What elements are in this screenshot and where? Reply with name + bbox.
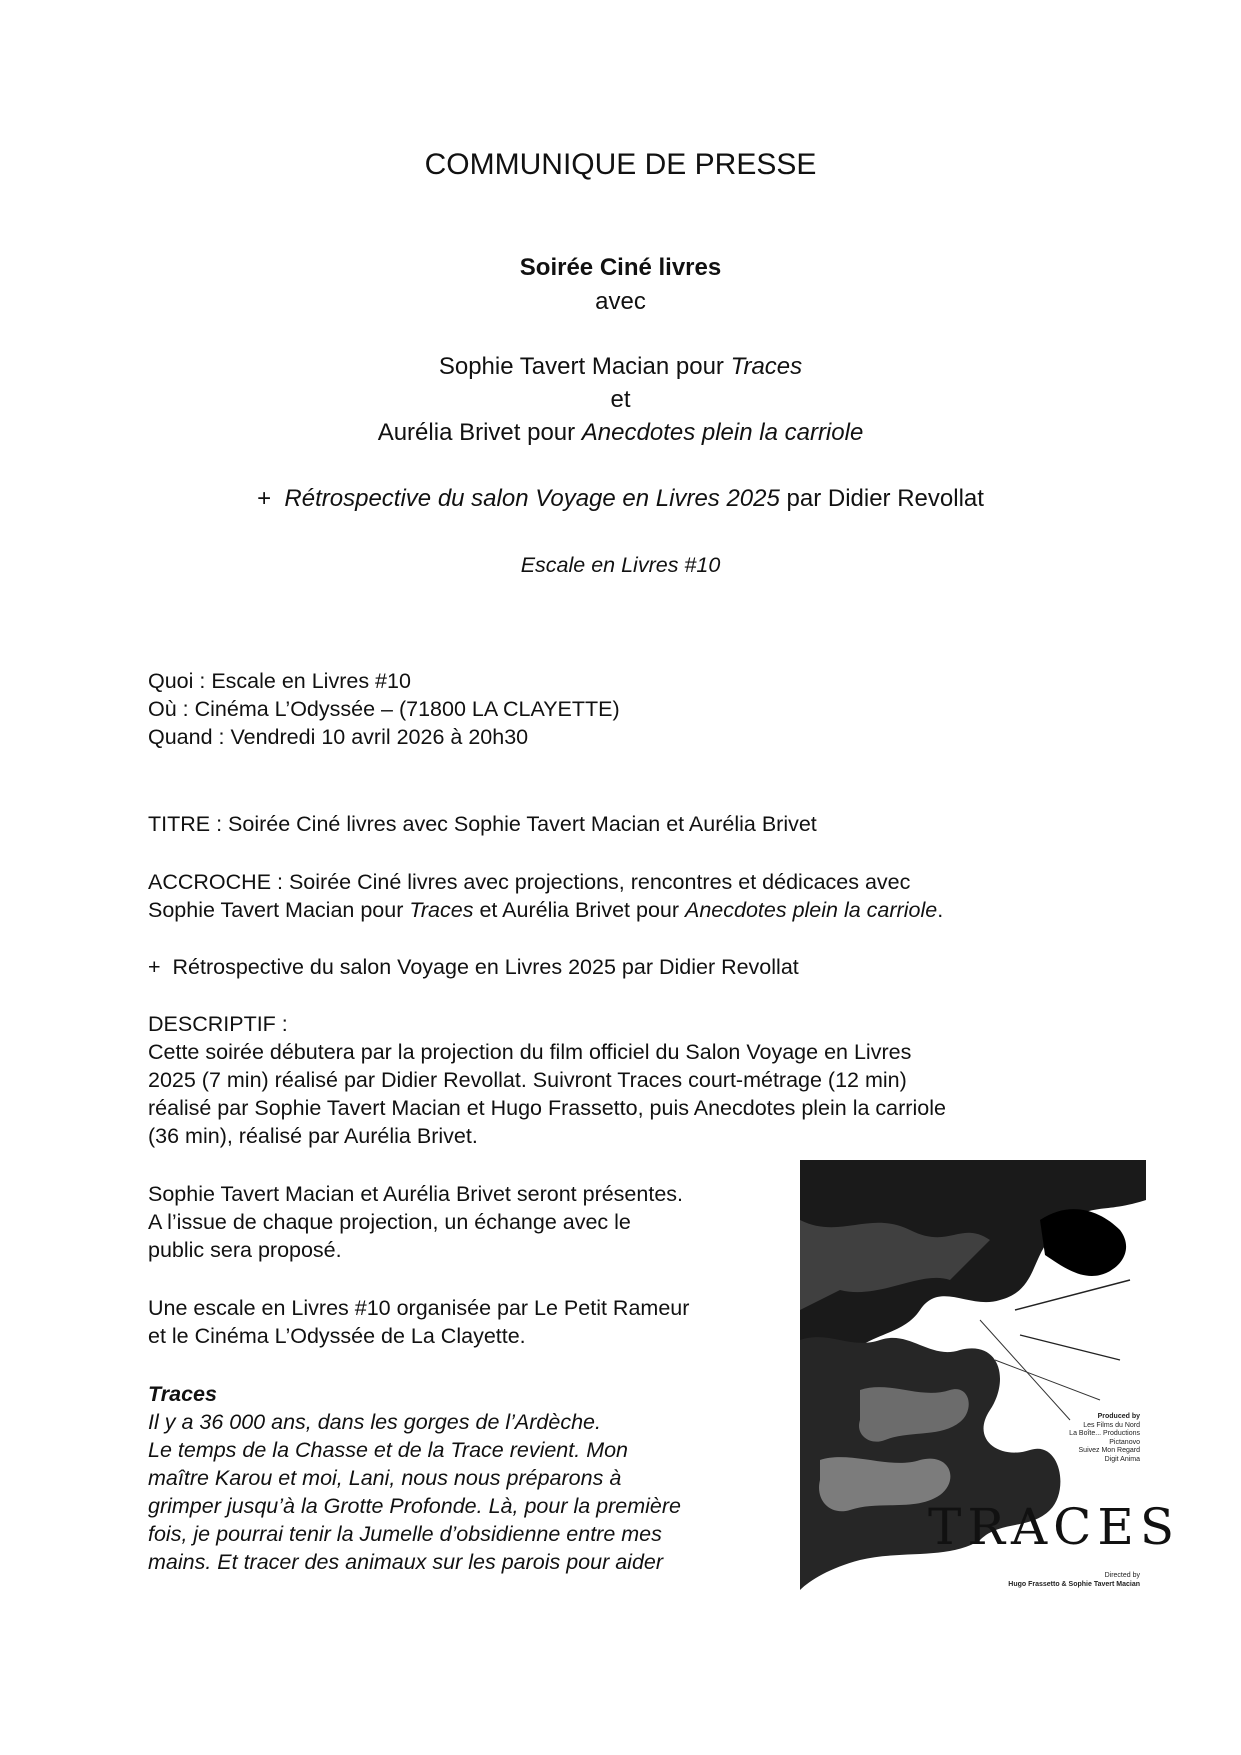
retrospective-heading: + Rétrospective du salon Voyage en Livres 2025 par Didier Revollat bbox=[257, 485, 984, 512]
info-ou: Où : Cinéma L’Odyssée – (71800 LA CLAYETTE) bbox=[148, 697, 620, 721]
event-name: Soirée Ciné livres bbox=[519, 254, 722, 281]
traces-line: fois, je pourrai tenir la Jumelle d’obsidienne entre mes bbox=[148, 1522, 662, 1546]
and-label: et bbox=[610, 386, 631, 413]
titre-line: TITRE : Soirée Ciné livres avec Sophie Tavert Macian et Aurélia Brivet bbox=[148, 812, 817, 836]
accroche-line2: Sophie Tavert Macian pour Traces et Aurélia Brivet pour Anecdotes plein la carriole. bbox=[148, 898, 944, 922]
page-title: COMMUNIQUE DE PRESSE bbox=[424, 148, 817, 181]
poster-director-credit: Directed by Hugo Frassetto & Sophie Tavert Macian bbox=[1008, 1572, 1140, 1588]
info-quand: Quand : Vendredi 10 avril 2026 à 20h30 bbox=[148, 725, 529, 749]
poster-credits: Produced by Les Films du Nord La Boîte... Productions Pictanovo Suivez Mon Regard Digit Anima bbox=[1069, 1413, 1140, 1463]
accroche-line1: ACCROCHE : Soirée Ciné livres avec projections, rencontres et dédicaces avec bbox=[148, 870, 911, 894]
presence-line: Sophie Tavert Macian et Aurélia Brivet seront présentes. bbox=[148, 1182, 684, 1206]
presence-line: A l’issue de chaque projection, un échange avec le bbox=[148, 1210, 631, 1234]
descriptif-line: Cette soirée débutera par la projection du film officiel du Salon Voyage en Livres bbox=[148, 1040, 912, 1064]
traces-line: mains. Et tracer des animaux sur les parois pour aider bbox=[148, 1550, 664, 1574]
descriptif-line: (36 min), réalisé par Aurélia Brivet. bbox=[148, 1124, 478, 1148]
presence-line: public sera proposé. bbox=[148, 1238, 342, 1262]
traces-line: grimper jusqu’à la Grotte Profonde. Là, pour la première bbox=[148, 1494, 681, 1518]
info-quoi: Quoi : Escale en Livres #10 bbox=[148, 669, 411, 693]
guest1-line: Sophie Tavert Macian pour Traces bbox=[438, 353, 803, 380]
organizer-line: et le Cinéma L’Odyssée de La Clayette. bbox=[148, 1324, 526, 1348]
descriptif-line: 2025 (7 min) réalisé par Didier Revollat. Suivront Traces court-métrage (12 min) bbox=[148, 1068, 907, 1092]
organizer-line: Une escale en Livres #10 organisée par Le Petit Rameur bbox=[148, 1296, 690, 1320]
traces-poster bbox=[800, 1160, 1181, 1607]
retrospective-line: + Rétrospective du salon Voyage en Livres 2025 par Didier Revollat bbox=[148, 955, 799, 979]
traces-line: maître Karou et moi, Lani, nous nous préparons à bbox=[148, 1466, 622, 1490]
descriptif-line: réalisé par Sophie Tavert Macian et Hugo Frassetto, puis Anecdotes plein la carriole bbox=[148, 1096, 946, 1120]
traces-line: Le temps de la Chasse et de la Trace revient. Mon bbox=[148, 1438, 629, 1462]
descriptif-heading: DESCRIPTIF : bbox=[148, 1012, 288, 1036]
series-label: Escale en Livres #10 bbox=[520, 553, 721, 577]
poster-title: TRACES bbox=[928, 1498, 1181, 1556]
traces-heading: Traces bbox=[148, 1382, 217, 1406]
traces-line: Il y a 36 000 ans, dans les gorges de l’Ardèche. bbox=[148, 1410, 601, 1434]
guest2-line: Aurélia Brivet pour Anecdotes plein la carriole bbox=[377, 419, 864, 446]
with-label: avec bbox=[595, 288, 646, 315]
